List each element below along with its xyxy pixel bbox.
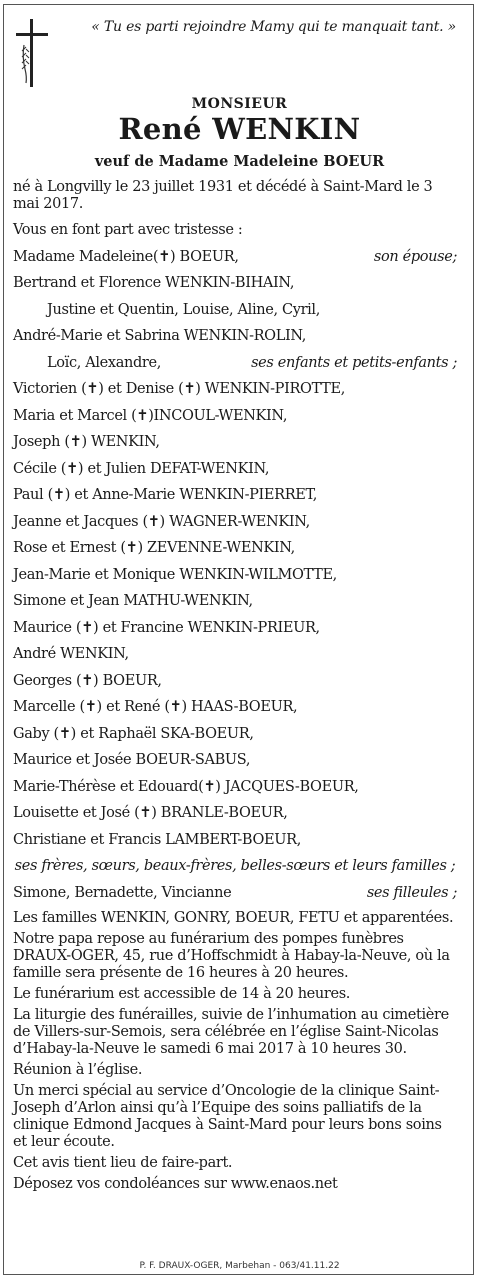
family-names: Joseph (✝) WENKIN, (13, 434, 160, 450)
funeral-home-footer: P. F. DRAUX-OGER, Marbehan - 063/41.11.22 (139, 1261, 340, 1271)
family-names: Maurice et Josée BOEUR-SABUS, (13, 752, 251, 768)
family-names: Paul (✝) et Anne-Marie WENKIN-PIERRET, (13, 487, 317, 503)
family-line (13, 297, 457, 324)
family-names: Jeanne et Jacques (✝) WAGNER-WENKIN, (13, 513, 310, 530)
family-line (13, 244, 457, 271)
family-names: Louisette et José (✝) BRANLE-BOEUR, (13, 805, 288, 821)
obituary-notice (3, 4, 474, 1275)
family-names: Justine et Quentin, Louise, Aline, Cyril, (47, 301, 320, 318)
family-names: Maurice (✝) et Francine WENKIN-PRIEUR, (13, 619, 320, 636)
family-line (13, 588, 457, 615)
family-line (13, 403, 457, 430)
family-names: André WENKIN, (13, 646, 129, 662)
widower-line: veuf de Madame Madeleine BOEUR (94, 153, 385, 170)
family-line (13, 270, 457, 297)
family-names: André-Marie et Sabrina WENKIN-ROLIN, (13, 328, 307, 344)
family-line (13, 509, 457, 536)
family-line (13, 721, 457, 748)
family-line (13, 694, 457, 721)
family-names: Georges (✝) BOEUR, (13, 672, 162, 689)
family-relation: son épouse; (373, 248, 457, 265)
family-line (13, 376, 457, 403)
deceased-name: René WENKIN (118, 112, 361, 146)
family-names: Gaby (✝) et Raphaël SKA-BOEUR, (13, 725, 254, 742)
family-line (13, 535, 457, 562)
closing-paragraph: Cet avis tient lieu de faire-part. (13, 1155, 233, 1171)
family-line (13, 774, 457, 801)
family-names: Bertrand et Florence WENKIN-BIHAIN, (13, 275, 295, 291)
birth-death-text: né à Longvilly le 23 juillet 1931 et décédé à Saint-Mard le 3 mai 2017. (13, 179, 433, 212)
family-names: Marcelle (✝) et René (✝) HAAS-BOEUR, (13, 699, 298, 715)
closing-paragraph: Les familles WENKIN, GONRY, BOEUR, FETU et apparentées. (13, 910, 454, 926)
closing-paragraph: Un merci spécial au service d’Oncologie de la clinique Saint-Joseph d’Arlon ainsi qu’à l’Equipe des soins palliatifs de la clinique Edmond Jacques à Saint-Mard pour leurs bons soins et leur écoute. (13, 1083, 442, 1150)
closing-paragraph: La liturgie des funérailles, suivie de l’inhumation au cimetière de Villers-sur-Semois, sera célébrée en l’église Saint-Nicolas d’Habay-la-Neuve le samedi 6 mai 2017 à 10 heures 30. (13, 1007, 449, 1057)
closing-paragraph: Notre papa repose au funérarium des pompes funèbres DRAUX-OGER, 45, rue d’Hoffschmidt à Habay-la-Neuve, où la famille sera présente de 16 heures à 20 heures. (13, 931, 450, 981)
family-line (13, 350, 457, 377)
closing-paragraphs (13, 910, 457, 1193)
family-line (13, 456, 457, 483)
family-names: Jean-Marie et Monique WENKIN-WILMOTTE, (13, 566, 337, 583)
family-names: Cécile (✝) et Julien DEFAT-WENKIN, (13, 460, 270, 477)
godchildren-line (13, 880, 457, 907)
family-line (13, 562, 457, 589)
family-names: Simone et Jean MATHU-WENKIN, (13, 593, 253, 609)
family-line (13, 482, 457, 509)
closing-paragraph: Réunion à l’église. (13, 1062, 143, 1078)
godchildren-names: Simone, Bernadette, Vincianne (13, 884, 232, 901)
family-line (13, 747, 457, 774)
family-line (13, 323, 457, 350)
notice-body (13, 179, 457, 1193)
family-names: Maria et Marcel (✝)INCOUL-WENKIN, (13, 407, 288, 424)
siblings-caption: ses frères, sœurs, beaux-frères, belles-sœurs et leurs familles ; (14, 858, 456, 874)
honorific: MONSIEUR (191, 96, 288, 112)
closing-paragraph: Le funérarium est accessible de 14 à 20 heures. (13, 986, 351, 1002)
closing-paragraph: Déposez vos condoléances sur www.enaos.net (13, 1176, 338, 1192)
family-names: Madame Madeleine(✝) BOEUR, (13, 248, 239, 265)
family-line (13, 429, 457, 456)
family-list (13, 244, 457, 854)
family-names: Victorien (✝) et Denise (✝) WENKIN-PIROTTE, (13, 381, 345, 397)
family-names: Rose et Ernest (✝) ZEVENNE-WENKIN, (13, 540, 295, 556)
siblings-caption-line (13, 853, 457, 880)
family-line (13, 641, 457, 668)
cross-icon (14, 17, 50, 89)
intro-line (13, 217, 457, 244)
godchildren-relation: ses filleules ; (366, 884, 457, 901)
family-relation: ses enfants et petits-enfants ; (251, 354, 457, 371)
family-names: Christiane et Francis LAMBERT-BOEUR, (13, 831, 301, 848)
family-names: Loïc, Alexandre, (47, 354, 161, 371)
family-line (13, 668, 457, 695)
family-line (13, 615, 457, 642)
family-names: Marie-Thérèse et Edouard(✝) JACQUES-BOEUR, (13, 778, 359, 795)
family-line (13, 827, 457, 854)
intro-text: Vous en font part avec tristesse : (13, 222, 243, 238)
epigraph-quote: « Tu es parti rejoindre Mamy qui te manquait tant. » (91, 19, 456, 35)
family-line (13, 800, 457, 827)
